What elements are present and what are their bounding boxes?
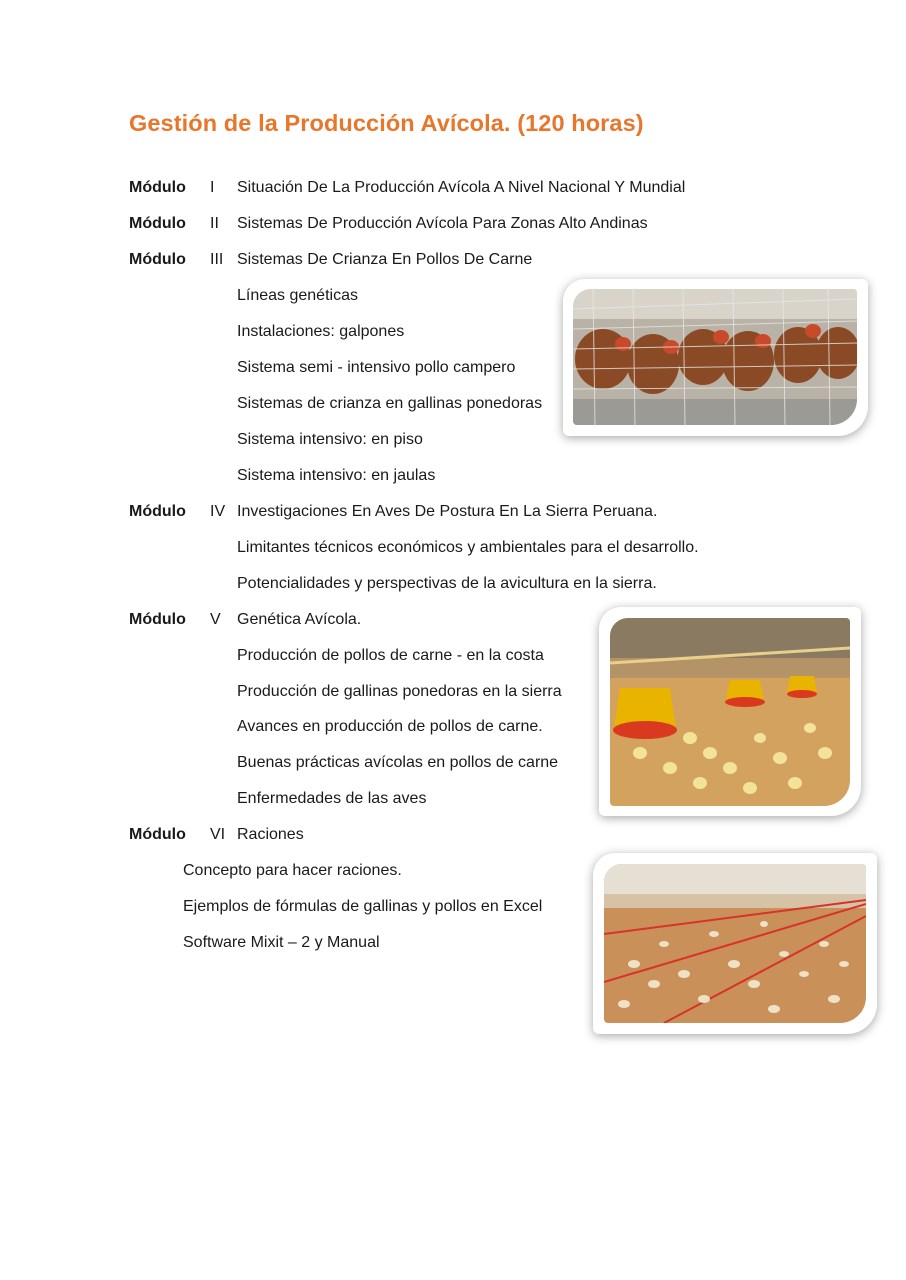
module-title-6: Raciones <box>237 826 304 843</box>
module-5-item: Enfermedades de las aves <box>237 790 427 807</box>
module-label-4: Módulo <box>129 503 186 520</box>
module-label-5: Módulo <box>129 611 186 628</box>
module-3-item: Sistema intensivo: en piso <box>237 431 423 448</box>
module-title-5: Genética Avícola. <box>237 611 362 628</box>
hens-in-cages-photo <box>563 279 868 436</box>
broiler-house-photo <box>593 853 877 1034</box>
module-5-item: Buenas prácticas avícolas en pollos de carne <box>237 754 559 771</box>
module-5-item: Avances en producción de pollos de carne. <box>237 718 543 735</box>
module-4-item: Potencialidades y perspectivas de la avicultura en la sierra. <box>237 575 657 592</box>
module-3-item: Sistema semi - intensivo pollo campero <box>237 359 516 376</box>
module-title-1: Situación De La Producción Avícola A Nivel Nacional Y Mundial <box>237 179 686 196</box>
broiler-house-image <box>604 864 866 1023</box>
module-4-item: Limitantes técnicos económicos y ambientales para el desarrollo. <box>237 539 699 556</box>
chicks-with-feeders-photo <box>599 607 861 816</box>
module-6-item: Software Mixit – 2 y Manual <box>183 934 380 951</box>
module-5-item: Producción de pollos de carne - en la costa <box>237 647 544 664</box>
module-title-3: Sistemas De Crianza En Pollos De Carne <box>237 251 533 268</box>
module-number-5: V <box>210 611 221 628</box>
module-number-1: I <box>210 179 215 196</box>
module-number-4: IV <box>210 503 226 520</box>
chicks-with-feeders-image <box>610 618 850 806</box>
module-3-item: Sistema intensivo: en jaulas <box>237 467 436 484</box>
module-title-4: Investigaciones En Aves De Postura En La Sierra Peruana. <box>237 503 658 520</box>
page-title: Gestión de la Producción Avícola. (120 horas) <box>129 110 644 136</box>
module-label-1: Módulo <box>129 179 186 196</box>
module-number-6: VI <box>210 826 226 843</box>
module-3-item: Líneas genéticas <box>237 287 358 304</box>
module-3-item: Instalaciones: galpones <box>237 323 405 340</box>
module-number-2: II <box>210 215 219 232</box>
module-5-item: Producción de gallinas ponedoras en la sierra <box>237 683 562 700</box>
hens-in-cages-image <box>573 289 857 425</box>
module-label-6: Módulo <box>129 826 186 843</box>
module-title-2: Sistemas De Producción Avícola Para Zonas Alto Andinas <box>237 215 648 232</box>
module-6-item: Concepto para hacer raciones. <box>183 862 402 879</box>
module-label-3: Módulo <box>129 251 186 268</box>
module-label-2: Módulo <box>129 215 186 232</box>
module-3-item: Sistemas de crianza en gallinas ponedoras <box>237 395 543 412</box>
module-6-item: Ejemplos de fórmulas de gallinas y pollos en Excel <box>183 898 543 915</box>
module-number-3: III <box>210 251 224 268</box>
